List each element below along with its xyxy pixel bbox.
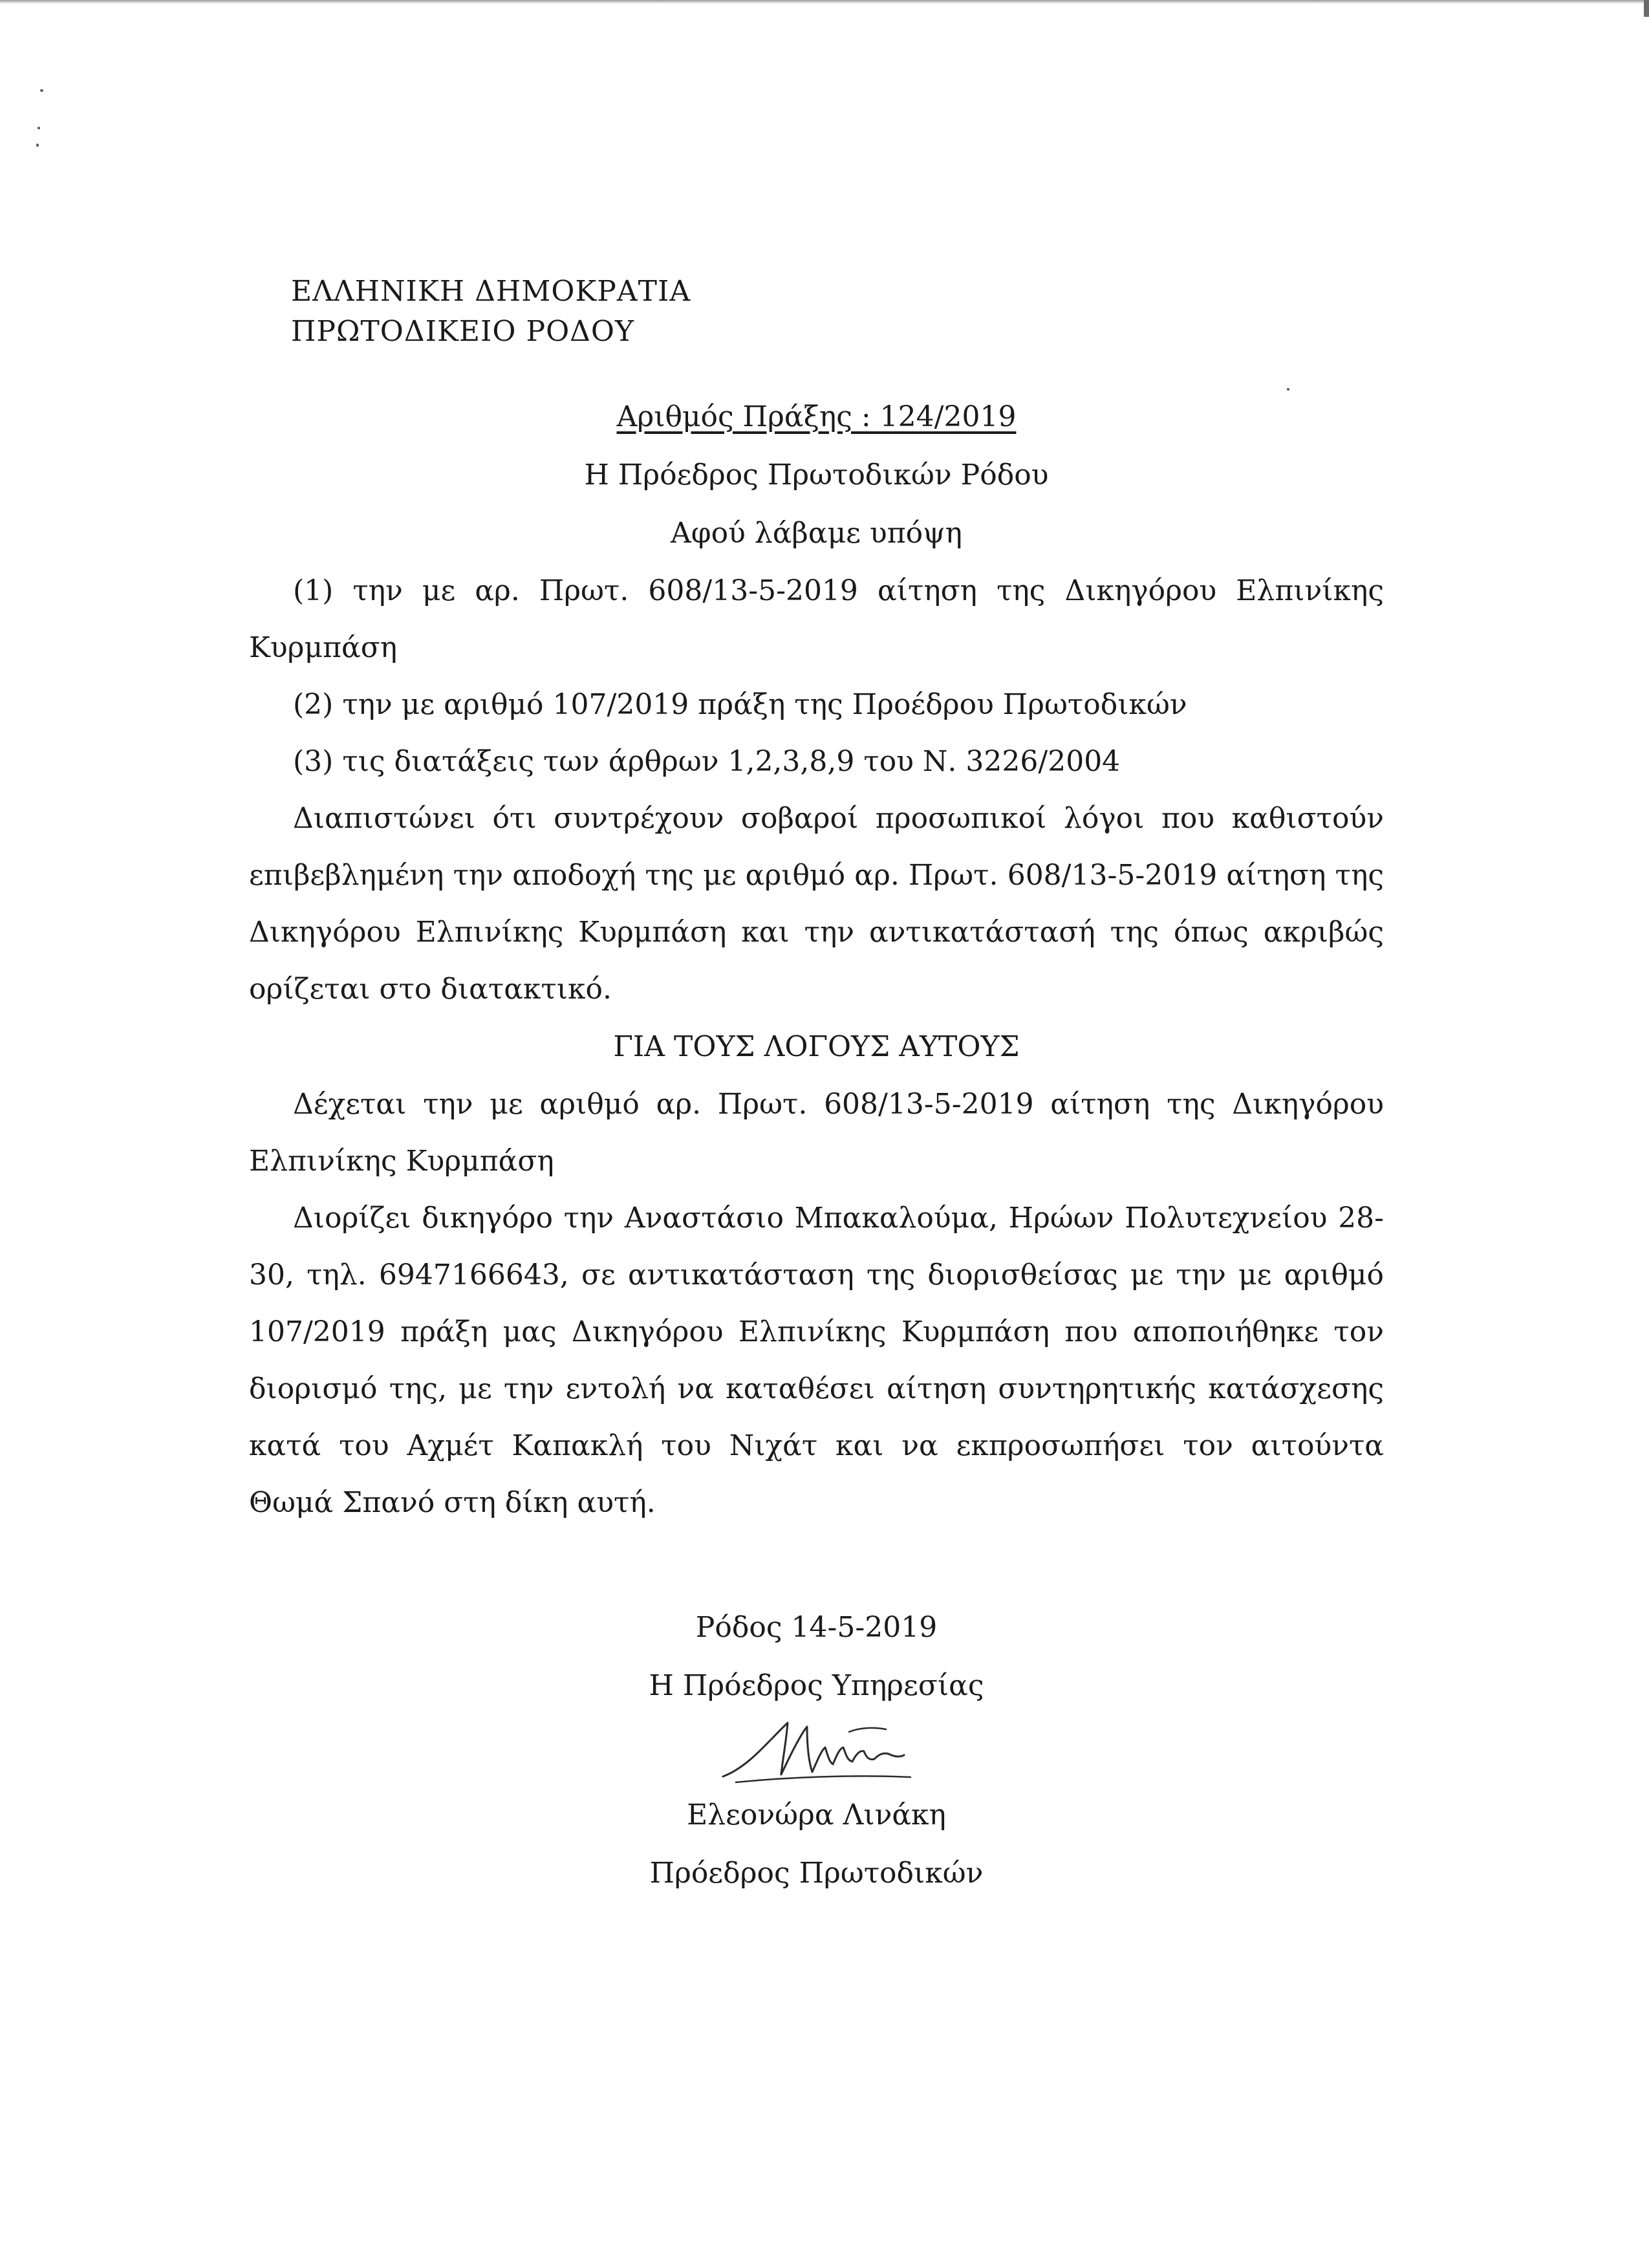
consideration-1: (1) την με αρ. Πρωτ. 608/13-5-2019 αίτηση της Δικηγόρου Ελπινίκης Κυρμπάση [249,574,1384,664]
scan-edge-top [0,0,1649,4]
signatory-title: Πρόεδρος Πρωτοδικών [649,1857,984,1890]
scan-speck [38,127,40,129]
consideration-2: (2) την με αριθμό 107/2019 πράξη της Προέδρου Πρωτοδικών [293,688,1187,721]
act-issuer: Η Πρόεδρος Πρωτοδικών Ρόδου [584,459,1049,491]
signatory-role: Η Πρόεδρος Υπηρεσίας [649,1669,984,1702]
header-line-court: ΠΡΩΤΟΔΙΚΕΙΟ ΡΟΔΟΥ [291,315,635,348]
document-header [249,272,1384,352]
decision-accept: Δέχεται την με αριθμό αρ. Πρωτ. 608/13-5-2019 αίτηση της Δικηγόρου Ελπινίκης Κυρμπάση [249,1088,1384,1178]
place-date: Ρόδος 14-5-2019 [695,1611,938,1644]
act-number-line [249,388,1384,446]
scan-edge-right [1644,0,1649,17]
act-considering: Αφού λάβαμε υπόψη [671,517,962,550]
reasons-heading: ΓΙΑ ΤΟΥΣ ΛΟΓΟΥΣ ΑΥΤΟΥΣ [613,1030,1020,1063]
decision-appoint: Διορίζει δικηγόρο την Αναστάσιο Μπακαλούμα, Ηρώων Πολυτεχνείου 28-30, τηλ. 6947166643, σε αντικατάσταση της διορισθείσας με την με αριθμό 107/2019 πράξη μας Δικηγόρου Ελπινίκης Κυρμπάση που αποποιήθηκε τον διορισμό της, με την εντολή να καταθέσει αίτηση συντηρητικής κατάσχεσης κατά του Αχμέτ Καπακλή του Νιχάτ και να εκπροσωπήσει τον αιτούντα Θωμά Σπανό στη δίκη αυτή. [249,1202,1384,1519]
spacer [249,1531,1384,1599]
consideration-3: (3) τις διατάξεις των άρθρων 1,2,3,8,9 του Ν. 3226/2004 [293,745,1121,778]
signature-block [249,1599,1384,1903]
scan-speck [40,89,43,92]
header-line-state: ΕΛΛΗΝΙΚΗ ΔΗΜΟΚΡΑΤΙΑ [291,275,691,308]
document-page [249,272,1384,1903]
act-number: Αριθμός Πράξης : 124/2019 [616,400,1017,433]
finding-paragraph: Διαπιστώνει ότι συντρέχουν σοβαροί προσωπικοί λόγοι που καθιστούν επιβεβλημένη την αποδοχή της με αριθμό αρ. Πρωτ. 608/13-5-2019 αίτηση της Δικηγόρου Ελπινίκης Κυρμπάση και την αντικατάστασή της όπως ακριβώς ορίζεται στο διατακτικό. [249,802,1384,1006]
scan-speck [36,144,39,147]
signatory-name: Ελεονώρα Λινάκη [687,1798,946,1831]
spacer [249,352,1384,388]
handwritten-signature [710,1715,923,1786]
